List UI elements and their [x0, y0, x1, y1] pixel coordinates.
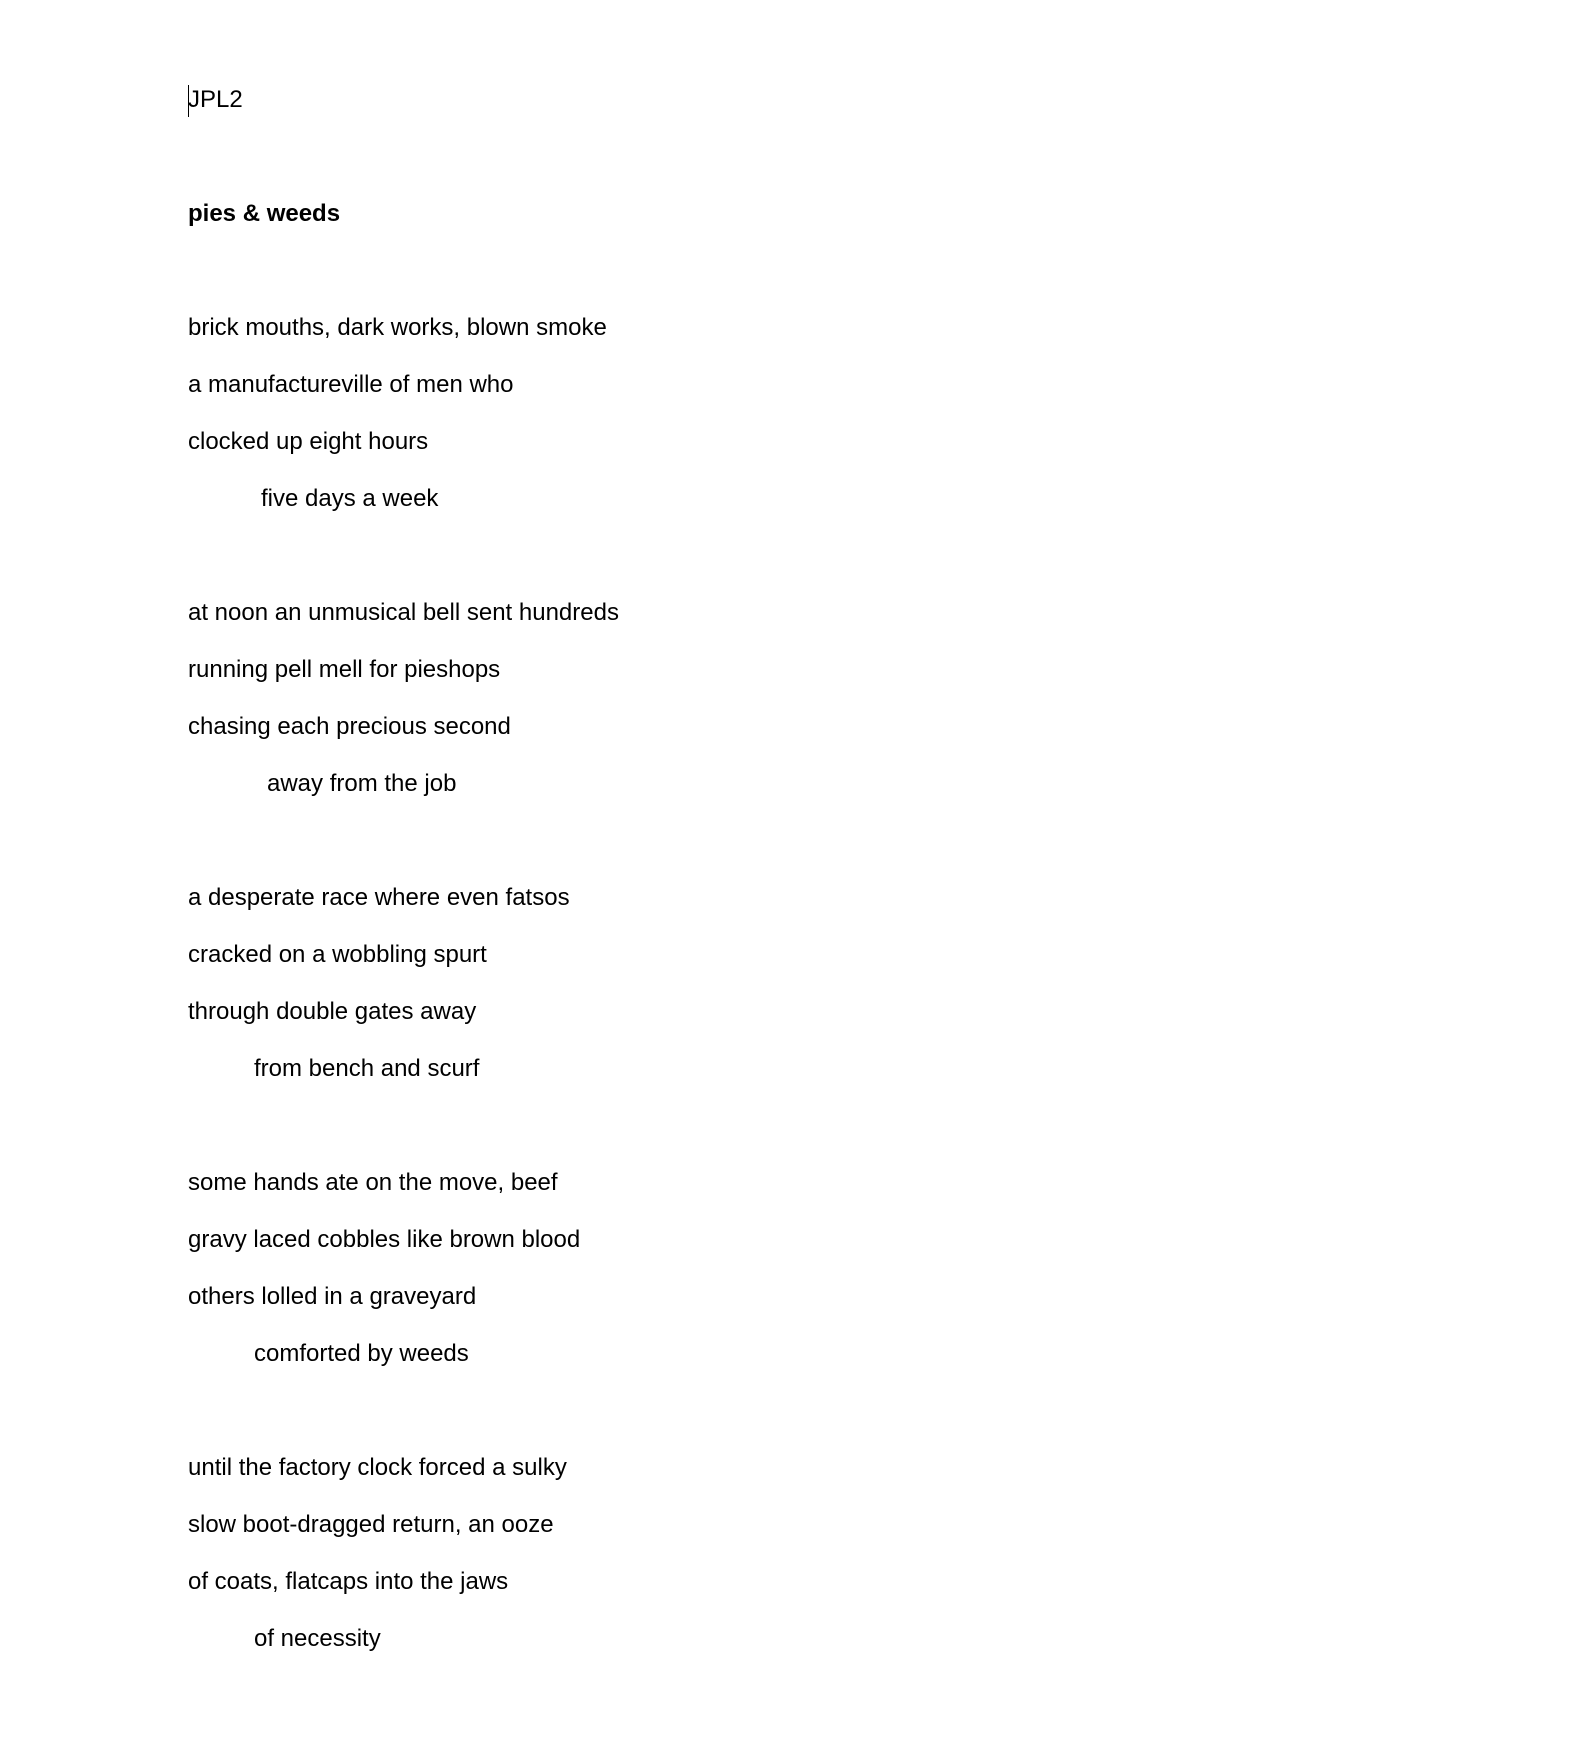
- poem-title: pies & weeds: [188, 200, 341, 227]
- stanza-5: [188, 1439, 1388, 1667]
- poem-line: until the factory clock forced a sulky: [188, 1454, 567, 1481]
- poem-line: others lolled in a graveyard: [188, 1283, 477, 1310]
- poem-line-indented: of necessity: [254, 1625, 381, 1652]
- poem-line-indented: away from the job: [267, 770, 457, 797]
- poem-line: cracked on a wobbling spurt: [188, 941, 487, 968]
- stanza-3: [188, 869, 1388, 1097]
- poem-line: clocked up eight hours: [188, 428, 429, 455]
- header-line[interactable]: [188, 71, 1388, 128]
- stanza-2: [188, 584, 1388, 812]
- poem-line: of coats, flatcaps into the jaws: [188, 1568, 509, 1595]
- poem-line: slow boot-dragged return, an ooze: [188, 1511, 554, 1538]
- poem-line-indented: from bench and scurf: [254, 1055, 480, 1082]
- poem-line-indented: comforted by weeds: [254, 1340, 469, 1367]
- poem-line: chasing each precious second: [188, 713, 511, 740]
- document-page[interactable]: [188, 71, 1388, 1667]
- poem-line: brick mouths, dark works, blown smoke: [188, 314, 607, 341]
- poem-line: at noon an unmusical bell sent hundreds: [188, 599, 619, 626]
- poem-line-indented: five days a week: [261, 485, 439, 512]
- poem-line: running pell mell for pieshops: [188, 656, 501, 683]
- poem-line: a manufactureville of men who: [188, 371, 514, 398]
- stanza-4: [188, 1154, 1388, 1382]
- poem-line: through double gates away: [188, 998, 477, 1025]
- stanza-1: [188, 299, 1388, 527]
- poem-line: gravy laced cobbles like brown blood: [188, 1226, 581, 1253]
- poem-line: some hands ate on the move, beef: [188, 1169, 558, 1196]
- poem-line: a desperate race where even fatsos: [188, 884, 570, 911]
- document-header: JPL2: [188, 86, 243, 113]
